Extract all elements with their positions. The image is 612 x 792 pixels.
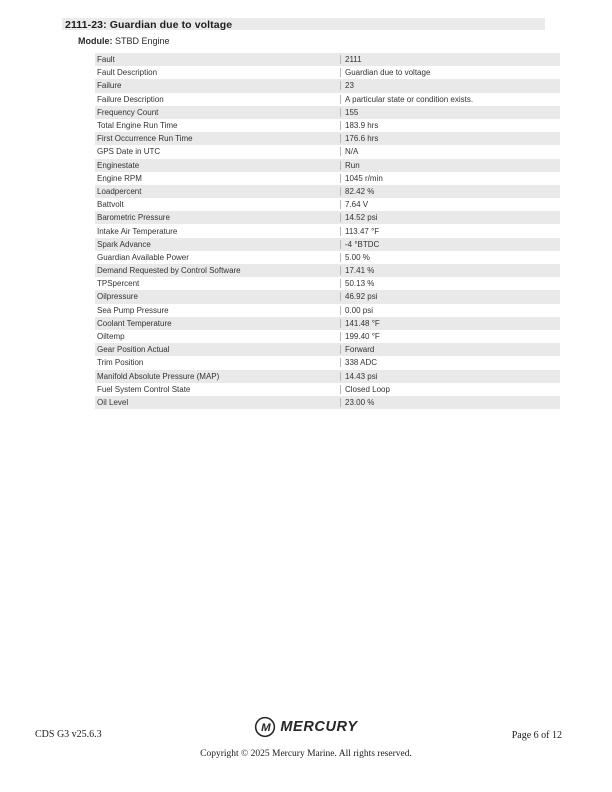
row-label: Barometric Pressure xyxy=(97,213,170,223)
table-row xyxy=(95,185,560,198)
module-line xyxy=(78,36,170,46)
table-row xyxy=(95,396,560,409)
table-row xyxy=(95,145,560,158)
table-row xyxy=(95,356,560,369)
row-label: Demand Requested by Control Software xyxy=(97,266,241,276)
table-row xyxy=(95,264,560,277)
row-value: 5.00 % xyxy=(340,253,560,262)
table-row xyxy=(95,343,560,356)
row-value: 199.40 °F xyxy=(340,332,560,341)
row-value: Forward xyxy=(340,345,560,354)
row-value: 17.41 % xyxy=(340,266,560,275)
row-value: Run xyxy=(340,161,560,170)
fault-parameter-table xyxy=(95,53,560,409)
row-label: Manifold Absolute Pressure (MAP) xyxy=(97,371,220,381)
svg-text:M: M xyxy=(261,722,272,735)
table-row xyxy=(95,238,560,251)
row-value: 14.43 psi xyxy=(340,372,560,381)
row-value: 50.13 % xyxy=(340,279,560,288)
table-row xyxy=(95,330,560,343)
row-value: -4 °BTDC xyxy=(340,240,560,249)
row-value: 141.48 °F xyxy=(340,319,560,328)
row-value: 2111 xyxy=(340,55,560,64)
row-label: Enginestate xyxy=(97,160,140,170)
table-row xyxy=(95,79,560,92)
row-label: Intake Air Temperature xyxy=(97,226,178,236)
table-row xyxy=(95,383,560,396)
brand-name: MERCURY xyxy=(280,719,358,735)
table-row xyxy=(95,304,560,317)
row-value: 23.00 % xyxy=(340,398,560,407)
table-row xyxy=(95,93,560,106)
table-row xyxy=(95,317,560,330)
row-label: GPS Date in UTC xyxy=(97,147,161,157)
row-value: Guardian due to voltage xyxy=(340,68,560,77)
row-value: 82.42 % xyxy=(340,187,560,196)
row-value: 155 xyxy=(340,108,560,117)
table-row xyxy=(95,172,560,185)
row-label: Fault Description xyxy=(97,68,158,78)
row-label: Fault xyxy=(97,55,115,65)
row-label: Loadpercent xyxy=(97,186,142,196)
row-value: 23 xyxy=(340,81,560,90)
row-value: 0.00 psi xyxy=(340,306,560,315)
table-row xyxy=(95,370,560,383)
mercury-logo-icon xyxy=(254,716,276,738)
row-value: 338 ADC xyxy=(340,358,560,367)
row-label: Sea Pump Pressure xyxy=(97,305,169,315)
row-value: 7.64 V xyxy=(340,200,560,209)
row-label: First Occurrence Run Time xyxy=(97,134,193,144)
row-label: Oilpressure xyxy=(97,292,138,302)
table-row xyxy=(95,132,560,145)
row-value: 183.9 hrs xyxy=(340,121,560,130)
row-label: Engine RPM xyxy=(97,173,142,183)
app-version: CDS G3 v25.6.3 xyxy=(35,729,102,740)
row-label: Oil Level xyxy=(97,397,129,407)
module-value: STBD Engine xyxy=(115,36,170,46)
table-row xyxy=(95,119,560,132)
row-value: A particular state or condition exists. xyxy=(340,95,560,104)
row-label: Total Engine Run Time xyxy=(97,121,178,131)
table-row xyxy=(95,224,560,237)
row-label: Battvolt xyxy=(97,200,124,210)
row-label: Fuel System Control State xyxy=(97,384,191,394)
row-label: Failure xyxy=(97,81,122,91)
copyright-line: Copyright © 2025 Mercury Marine. All rights reserved. xyxy=(200,749,412,759)
table-row xyxy=(95,106,560,119)
row-value: 176.6 hrs xyxy=(340,134,560,143)
row-label: Failure Description xyxy=(97,94,164,104)
row-value: 46.92 psi xyxy=(340,292,560,301)
row-value: 14.52 psi xyxy=(340,213,560,222)
table-row xyxy=(95,198,560,211)
row-value: 113.47 °F xyxy=(340,227,560,236)
row-value: 1045 r/min xyxy=(340,174,560,183)
row-label: Gear Position Actual xyxy=(97,345,170,355)
table-row xyxy=(95,277,560,290)
table-row xyxy=(95,211,560,224)
row-label: Frequency Count xyxy=(97,107,159,117)
row-label: Spark Advance xyxy=(97,239,151,249)
fault-title: 2111-23: Guardian due to voltage xyxy=(65,19,233,31)
table-row xyxy=(95,66,560,79)
page-indicator: Page 6 of 12 xyxy=(511,730,562,741)
row-label: Oiltemp xyxy=(97,332,125,342)
row-label: Guardian Available Power xyxy=(97,252,189,262)
table-row xyxy=(95,53,560,66)
row-label: TPSpercent xyxy=(97,279,140,289)
table-row xyxy=(95,251,560,264)
table-row xyxy=(95,290,560,303)
row-label: Trim Position xyxy=(97,358,144,368)
module-label: Module: xyxy=(78,36,113,46)
table-row xyxy=(95,159,560,172)
row-value: Closed Loop xyxy=(340,385,560,394)
row-value: N/A xyxy=(340,147,560,156)
row-label: Coolant Temperature xyxy=(97,318,172,328)
